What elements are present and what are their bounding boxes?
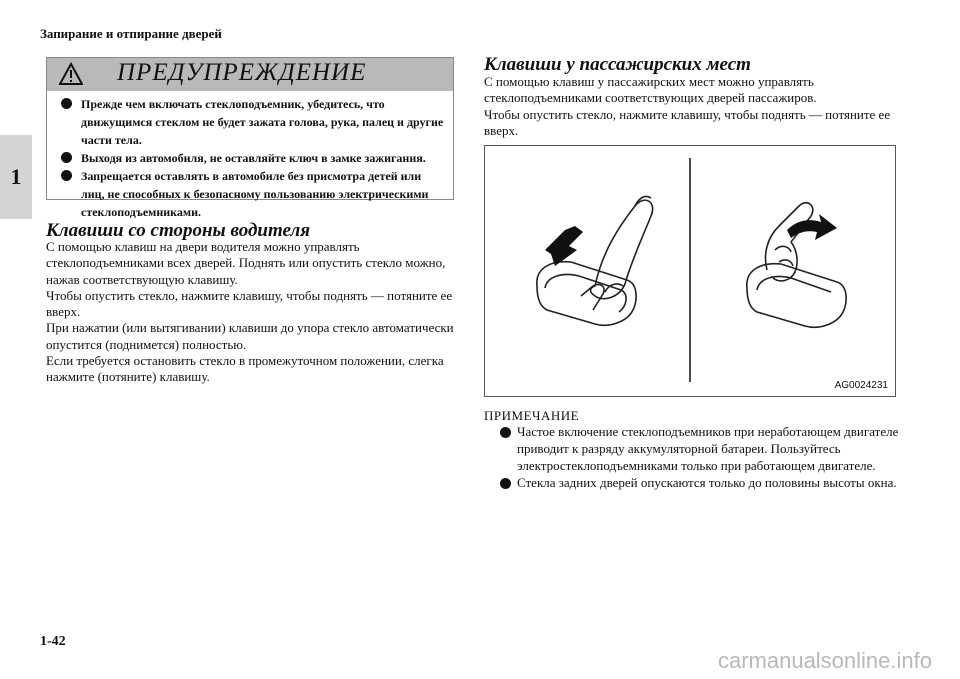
note-item-text: Стекла задних дверей опускаются только до половины высоты окна. [517, 475, 897, 490]
warning-item-text: Выходя из автомобиля, не оставляйте ключ в замке зажигания. [81, 151, 426, 165]
warning-list [61, 95, 446, 221]
passenger-section-body [484, 74, 904, 139]
note-item-text: Частое включение стеклоподъемников при неработающем двигателе приводит к разряду аккумуляторной батареи. Пользуйтесь электростеклоподъемниками только при работающем двигателе. [517, 424, 899, 473]
warning-box [46, 57, 454, 219]
bullet-icon [500, 427, 511, 438]
note-item [500, 423, 900, 474]
driver-paragraph: Чтобы опустить стекло, нажмите клавишу, чтобы поднять — потяните ее вверх. [46, 287, 453, 320]
bullet-icon [61, 98, 72, 109]
driver-section-title: Клавиши со стороны водителя [46, 220, 310, 241]
passenger-paragraph: С помощью клавиш у пассажирских мест можно управлять стеклоподъемниками соответствующих дверей пассажиров. [484, 74, 817, 106]
warning-item-text: Прежде чем включать стеклоподъемник, убедитесь, что движущимся стеклом не будет зажата голова, рука, палец и другие части тела. [81, 97, 444, 147]
bullet-icon [61, 170, 72, 181]
warning-title: ПРЕДУПРЕЖДЕНИЕ [117, 59, 367, 86]
driver-section-body [46, 239, 466, 386]
warning-header [47, 58, 453, 91]
figure-label: AG0024231 [834, 380, 888, 391]
warning-item-text: Запрещается оставлять в автомобиле без присмотра детей или лиц, не способных к безопасному пользованию электрическими стеклоподъемниками. [81, 169, 429, 219]
warning-triangle-icon [59, 62, 83, 86]
arrow-down-icon [545, 226, 583, 266]
driver-paragraph: С помощью клавиш на двери водителя можно управлять стеклоподъемниками всех дверей. Поднять или опустить стекло можно, нажав соответствующую клавишу. [46, 239, 446, 287]
note-item [500, 474, 900, 491]
bullet-icon [500, 478, 511, 489]
arrow-up-icon [787, 214, 837, 240]
chapter-number: 1 [10, 164, 22, 189]
note-title: ПРИМЕЧАНИЕ [484, 408, 580, 423]
driver-paragraph: При нажатии (или вытягивании) клавиши до упора стекло автоматически опустится (поднимется) полностью. [46, 320, 454, 352]
warning-item [61, 149, 446, 167]
page-header-title: Запирание и отпирание дверей [40, 26, 222, 41]
illustration-drawing [485, 146, 895, 396]
pull-up-illustration [747, 203, 846, 327]
passenger-section-title: Клавиши у пассажирских мест [484, 54, 751, 75]
note-list [500, 423, 900, 491]
watermark: carmanualsonline.info [717, 648, 932, 673]
chapter-tab [0, 135, 32, 219]
warning-item [61, 95, 446, 149]
bullet-icon [61, 152, 72, 163]
passenger-paragraph: Чтобы опустить стекло, нажмите клавишу, чтобы поднять — потяните ее вверх. [484, 106, 891, 138]
window-switch-illustration [484, 145, 896, 397]
warning-item [61, 167, 446, 221]
page-number: 1-42 [40, 634, 66, 649]
driver-paragraph: Если требуется остановить стекло в промежуточном положении, слегка нажмите (потяните) клавишу. [46, 353, 444, 385]
